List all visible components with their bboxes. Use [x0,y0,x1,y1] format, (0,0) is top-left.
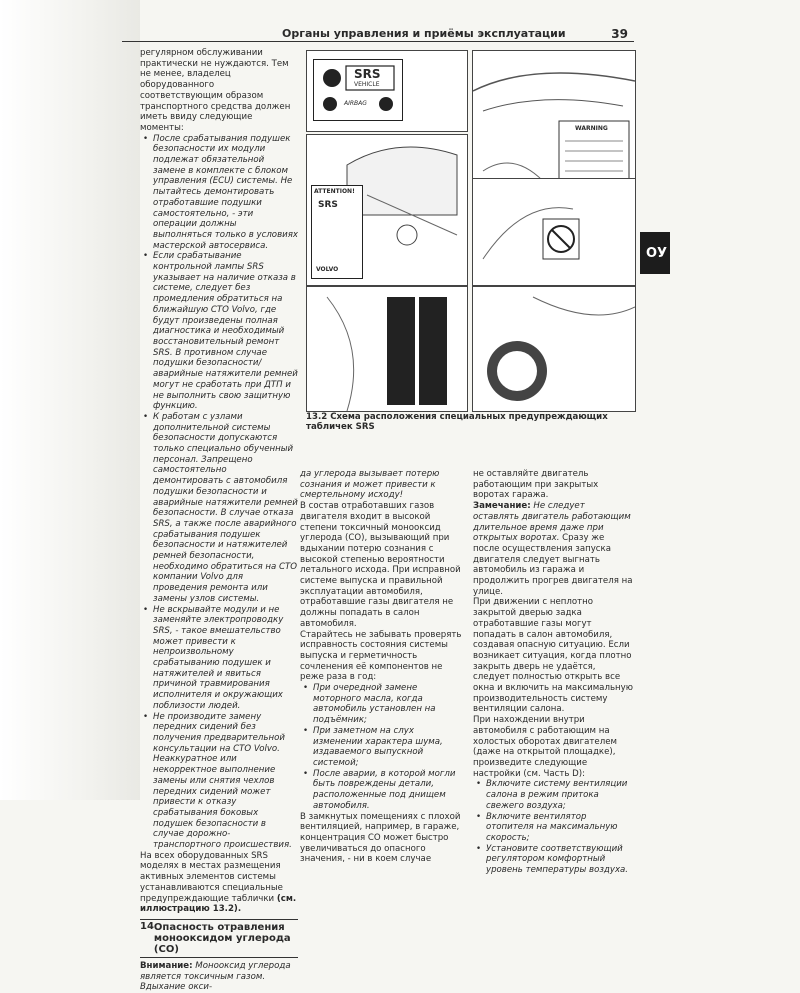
mid-paragraph-1: В состав отработавших газов двигателя входит в высокой степени токсичный монооксид углерода (CO), вызывающий при вдыхании потерю сознания с высокой степенью вероятности летального исхода. При исправной системе выпуска и правильной эксплуатации автомобиля, отработавшие газы двигателя не должны попадать в салон автомобиля. [300,501,461,629]
left-bullet-list [140,134,298,851]
section-number: 14 [140,920,154,932]
list-item: • К работам с узлами дополнительной системы безопасности допускаются только специально обученный персонал. Запрещено самостоятельно демонтировать с автомобиля подушки безопасности и аварийные натяжители ремней безопасности. В случае отказа SRS, а также после аварийного срабатывания подушек безопасности и натяжителей ремней безопасности, необходимо обратиться на СТО компании Volvo для проведения ремонта или замены узлов системы. [153,412,298,605]
panel-seat-sign [472,178,636,286]
section-tab: OУ [640,232,670,274]
mid-intro: да углерода вызывает потерю сознания и может привести к смертельному исходу! [300,469,440,501]
right-paragraph-1: При движении с неплотно закрытой дверью задка отработавшие газы могут попадать в салон автомобиля, создавая опасную ситуацию. Если возникает ситуация, когда плотно закрыть дверь не удаётся, следует полностью открыть все окна и включить на максимальную производительность систему вентиляции салона. [473,597,633,715]
list-item: • Установите соответствующий регулятором комфортный уровень температуры воздуха. [486,844,633,876]
page-number: 39 [611,27,628,41]
left-column [140,48,298,993]
list-item: • Если срабатывание контрольной лампы SRS указывает на наличие отказа в системе, следует без промедления обратиться на ближайшую СТО Volvo, где будут произведены полная диагностика и необходимый восстановительный ремонт SRS. В противном случае подушки безопасности/аварийные натяжители ремней могут не сработать при ДТП и не выполнить свою защитную функцию. [153,251,298,412]
attention-srs-text: SRS [318,200,338,210]
page-header [122,27,634,42]
figure-caption: 13.2 Схема расположения специальных предупреждающих табличек SRS [306,412,608,432]
attention-text: ATTENTION! [314,188,355,195]
left-intro: регулярном обслуживании практически не нуждаются. Тем не менее, владелец оборудованного соответствующим образом транспортного средства должен иметь ввиду следующие моменты: [140,48,291,133]
figure-13-2 [306,50,634,410]
list-item: • Не вскрывайте модули и не заменяйте электропроводку SRS, - такое вмешательство может привести к непроизвольному срабатыванию подушек и натяжителей и явиться причиной травмирования исполнителя и окружающих поблизости людей. [153,605,298,712]
seat-illustration [473,179,635,285]
list-item: • Включите систему вентиляции салона в режим притока свежего воздуха; [486,779,633,811]
warning-sign-text: WARNING [575,125,608,132]
list-item: • Включите вентилятор отопителя на максимальную скорость; [486,812,633,844]
list-item: • При заметном на слух изменении характера шума, издаваемого выпускной системой; [313,726,465,769]
panel-srs-sign [306,50,468,132]
warning-text: Монооксид углерода является токсичным газом. Вдыхание окси- [140,960,291,993]
mid-paragraph-3: В замкнутых помещениях с плохой вентиляцией, например, в гараже, концентрация CO может быстро увеличиваться до опасного значения, - ни в коем случае [300,811,461,865]
section-title: Опасность отравления монооксидом углерода (CO) [153,921,291,955]
panel-child-seat [472,286,636,412]
header-title: Органы управления и приёмы эксплуатации [282,27,566,40]
mid-paragraph-2: Старайтесь не забывать проверять исправность состояния системы выпуска и герметичность сочленения её компонентов не реже раза в год: [300,629,462,683]
note-label: Замечание: [473,501,531,512]
right-paragraph-2: При нахождении внутри автомобиля с работающим на холостых оборотах двигателем (даже на открытой площадке), произведите следующие настройки (см. Часть D): [473,715,617,779]
page-gutter [0,0,140,800]
sign-airbag-text: AIRBAG [344,100,367,107]
warning-paragraph [140,961,298,993]
list-item: • Не производите замену передних сидений без получения предварительной консультации на СТО Volvo. Неаккуратное или некорректное выполнение замены или снятия чехлов передних сидений может привести к отказу срабатывания боковых подушек безопасности в случае дорожно-транспортного происшествия. [153,712,298,851]
list-item: • При очередной замене моторного масла, когда автомобиль установлен на подъёмник; [313,683,465,726]
list-item: • После аварии, в которой могли быть повреждены детали, расположенные под днищем автомобиля. [313,769,465,812]
right-column [473,469,633,876]
door-illustration [307,287,467,411]
closing-ref: (см. иллюстрацию 13.2). [140,893,297,915]
panel-door [306,286,468,412]
middle-column [300,469,465,865]
sign-vehicle-text: VEHICLE [354,81,380,88]
panel-car [306,134,468,286]
child-seat-illustration [473,287,635,411]
srs-sign [313,59,403,121]
right-intro: не оставляйте двигатель работающим при закрытых воротах гаража. [473,469,599,501]
attention-volvo-text: VOLVO [316,266,339,273]
right-bullet-list [473,779,633,875]
list-item: • После срабатывания подушек безопасности их модули подлежат обязательной замене в комплекте с блоком управления (ECU) системы. Не пытайтесь демонтировать отработавшие подушки самостоятельно, - эти операции должны выполняться только в условиях мастерской автосервиса. [153,134,298,252]
right-note [473,501,633,597]
warning-label: Внимание: [140,960,193,971]
left-closing [140,851,298,915]
note-rest: Сразу же после осуществления запуска двигателя следует выгнать автомобиль из гаража и продолжить прогрев двигателя на улице. [473,533,633,597]
mid-bullet-list [300,683,465,811]
attention-sign [311,185,363,279]
note-text: Не следует оставлять двигатель работающим длительное время даже при открытых воротах. [473,501,631,544]
sign-srs-text: SRS [354,67,381,81]
section-heading [140,919,298,958]
closing-text: На всех оборудованных SRS моделях в местах размещения активных элементов системы устанавливаются специальные предупреждающие таблички [140,850,283,904]
